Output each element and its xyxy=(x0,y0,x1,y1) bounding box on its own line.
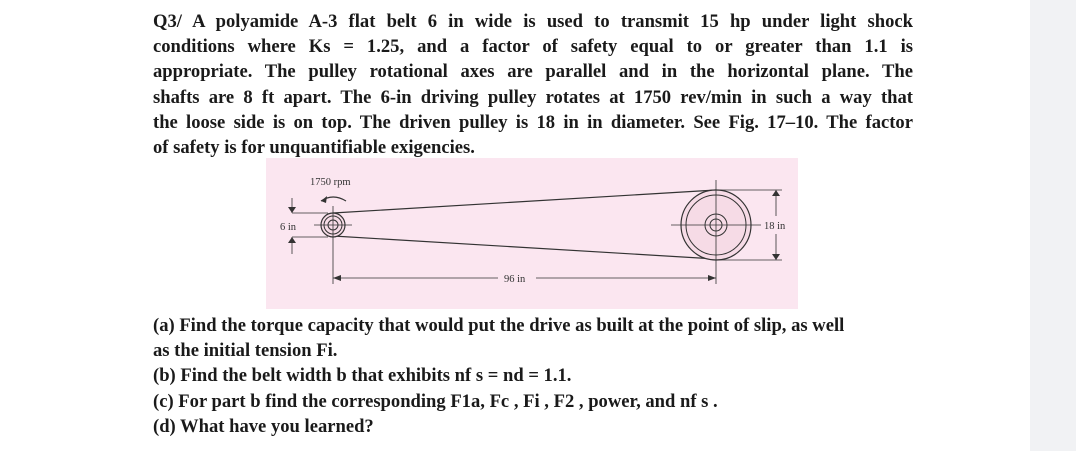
driving-pulley xyxy=(314,206,352,284)
belt-top-span xyxy=(333,190,716,213)
arrowhead-icon xyxy=(321,196,327,203)
problem-line: appropriate. The pulley rotational axes are parallel and in the horizontal plane. The xyxy=(153,61,913,83)
question-b: (b) Find the belt width b that exhibits nf s = nd = 1.1. xyxy=(153,365,572,387)
question-d: (d) What have you learned? xyxy=(153,415,374,437)
question-c: (c) For part b find the corresponding F1a, Fc , Fi , F2 , power, and nf s . xyxy=(153,390,718,412)
page-gutter xyxy=(1030,0,1076,451)
questions-list xyxy=(153,313,913,439)
small-diameter-label: 6 in xyxy=(280,222,297,233)
problem-statement xyxy=(153,9,913,160)
center-distance-label: 96 in xyxy=(504,274,526,285)
problem-line: conditions where Ks = 1.25, and a factor of safety equal to or greater than 1.1 is xyxy=(153,36,913,58)
problem-line: the loose side is on top. The driven pulley is 18 in in diameter. See Fig. 17–10. The factor xyxy=(153,111,913,133)
question-a-line2: as the initial tension Fi. xyxy=(153,340,338,362)
large-diameter-label: 18 in xyxy=(764,221,786,232)
problem-line: of safety is for unquantifiable exigencies. xyxy=(153,137,475,159)
belt-drive-diagram xyxy=(266,158,798,309)
problem-line: shafts are 8 ft apart. The 6-in driving pulley rotates at 1750 rev/min in such a way that xyxy=(153,86,913,108)
rpm-label: 1750 rpm xyxy=(310,177,351,188)
belt-bottom-span xyxy=(333,236,716,259)
question-a-line1: (a) Find the torque capacity that would put the drive as built at the point of slip, as well xyxy=(153,315,845,336)
driven-pulley xyxy=(671,180,761,284)
problem-line: Q3/ A polyamide A-3 flat belt 6 in wide is used to transmit 15 hp under light shock xyxy=(153,11,913,32)
belt-drive-figure xyxy=(266,158,798,309)
